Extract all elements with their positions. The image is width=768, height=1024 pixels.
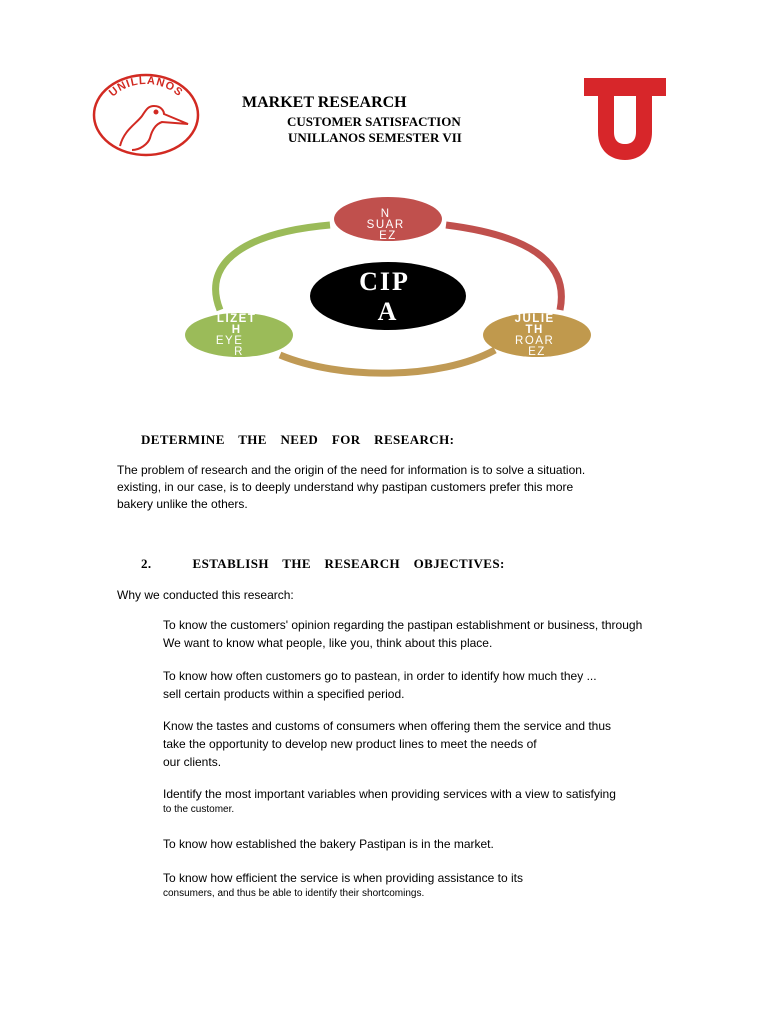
list-item: [163, 616, 642, 652]
section-heading-need: DETERMINE THE NEED FOR RESEARCH:: [141, 432, 455, 447]
item-line-small: consumers, and thus be able to identify their shortcomings.: [163, 888, 425, 899]
arc-bottom: [280, 350, 495, 373]
item-line: We want to know what people, like you, think about this place.: [163, 636, 493, 650]
university-u-logo-icon: [582, 76, 668, 162]
node-left-line-1: LIZET: [216, 313, 257, 325]
item-line: Identify the most important variables when providing services with a view to satisfying: [163, 787, 616, 801]
node-left-line-2: H: [231, 324, 242, 336]
item-line: To know how often customers go to pastean, in order to identify how much they ...: [163, 669, 597, 683]
item-line-small: to the customer.: [163, 804, 235, 815]
paragraph-line: bakery unlike the others.: [117, 497, 248, 511]
node-right-line-1: JULIE: [514, 313, 555, 325]
team-cycle-diagram: [180, 190, 600, 382]
node-top-line-2: SUAR: [366, 219, 405, 231]
item-line: our clients.: [163, 755, 222, 769]
list-item: [163, 785, 616, 817]
objectives-intro: Why we conducted this research:: [117, 588, 294, 602]
node-top-line-3: EZ: [379, 230, 397, 242]
section-heading-objectives: 2. ESTABLISH THE RESEARCH OBJECTIVES:: [141, 556, 505, 571]
list-item: [163, 869, 523, 901]
list-item: [163, 667, 597, 703]
logo-text: UNILLANOS: [106, 74, 186, 100]
node-right-line-2: TH: [525, 324, 544, 336]
list-item: [163, 835, 494, 853]
subtitle-customer-satisfaction: CUSTOMER SATISFACTION: [287, 114, 461, 129]
list-item: [163, 717, 611, 771]
item-line: sell certain products within a specified period.: [163, 687, 405, 701]
page-title: MARKET RESEARCH: [242, 94, 407, 111]
svg-text:UNILLANOS: [107, 75, 185, 99]
item-line: To know how established the bakery Pastipan is in the market.: [163, 837, 494, 851]
node-top-line-1: N: [380, 208, 391, 220]
center-label-line-2: A: [377, 297, 399, 326]
node-right-line-3: ROAR: [515, 335, 555, 347]
unillanos-logo: [90, 72, 202, 158]
subtitle-semester: UNILLANOS SEMESTER VII: [288, 130, 462, 145]
node-right-line-4: EZ: [528, 346, 546, 358]
item-line: To know how efficient the service is when providing assistance to its: [163, 871, 523, 885]
need-paragraph: [117, 462, 597, 513]
node-left-line-4: R: [234, 346, 244, 358]
paragraph-line: existing, in our case, is to deeply understand why pastipan customers prefer this more: [117, 480, 574, 494]
item-line: take the opportunity to develop new product lines to meet the needs of: [163, 737, 537, 751]
item-line: Know the tastes and customs of consumers when offering them the service and thus: [163, 719, 612, 733]
duck-logo-icon: [120, 106, 188, 150]
node-left-line-3: EYE: [215, 335, 244, 347]
paragraph-line: The problem of research and the origin of the need for information is to solve a situation.: [117, 463, 586, 477]
item-line: To know the customers' opinion regarding the pastipan establishment or business, through: [163, 618, 643, 632]
center-label-line-1: CIP: [359, 267, 409, 296]
